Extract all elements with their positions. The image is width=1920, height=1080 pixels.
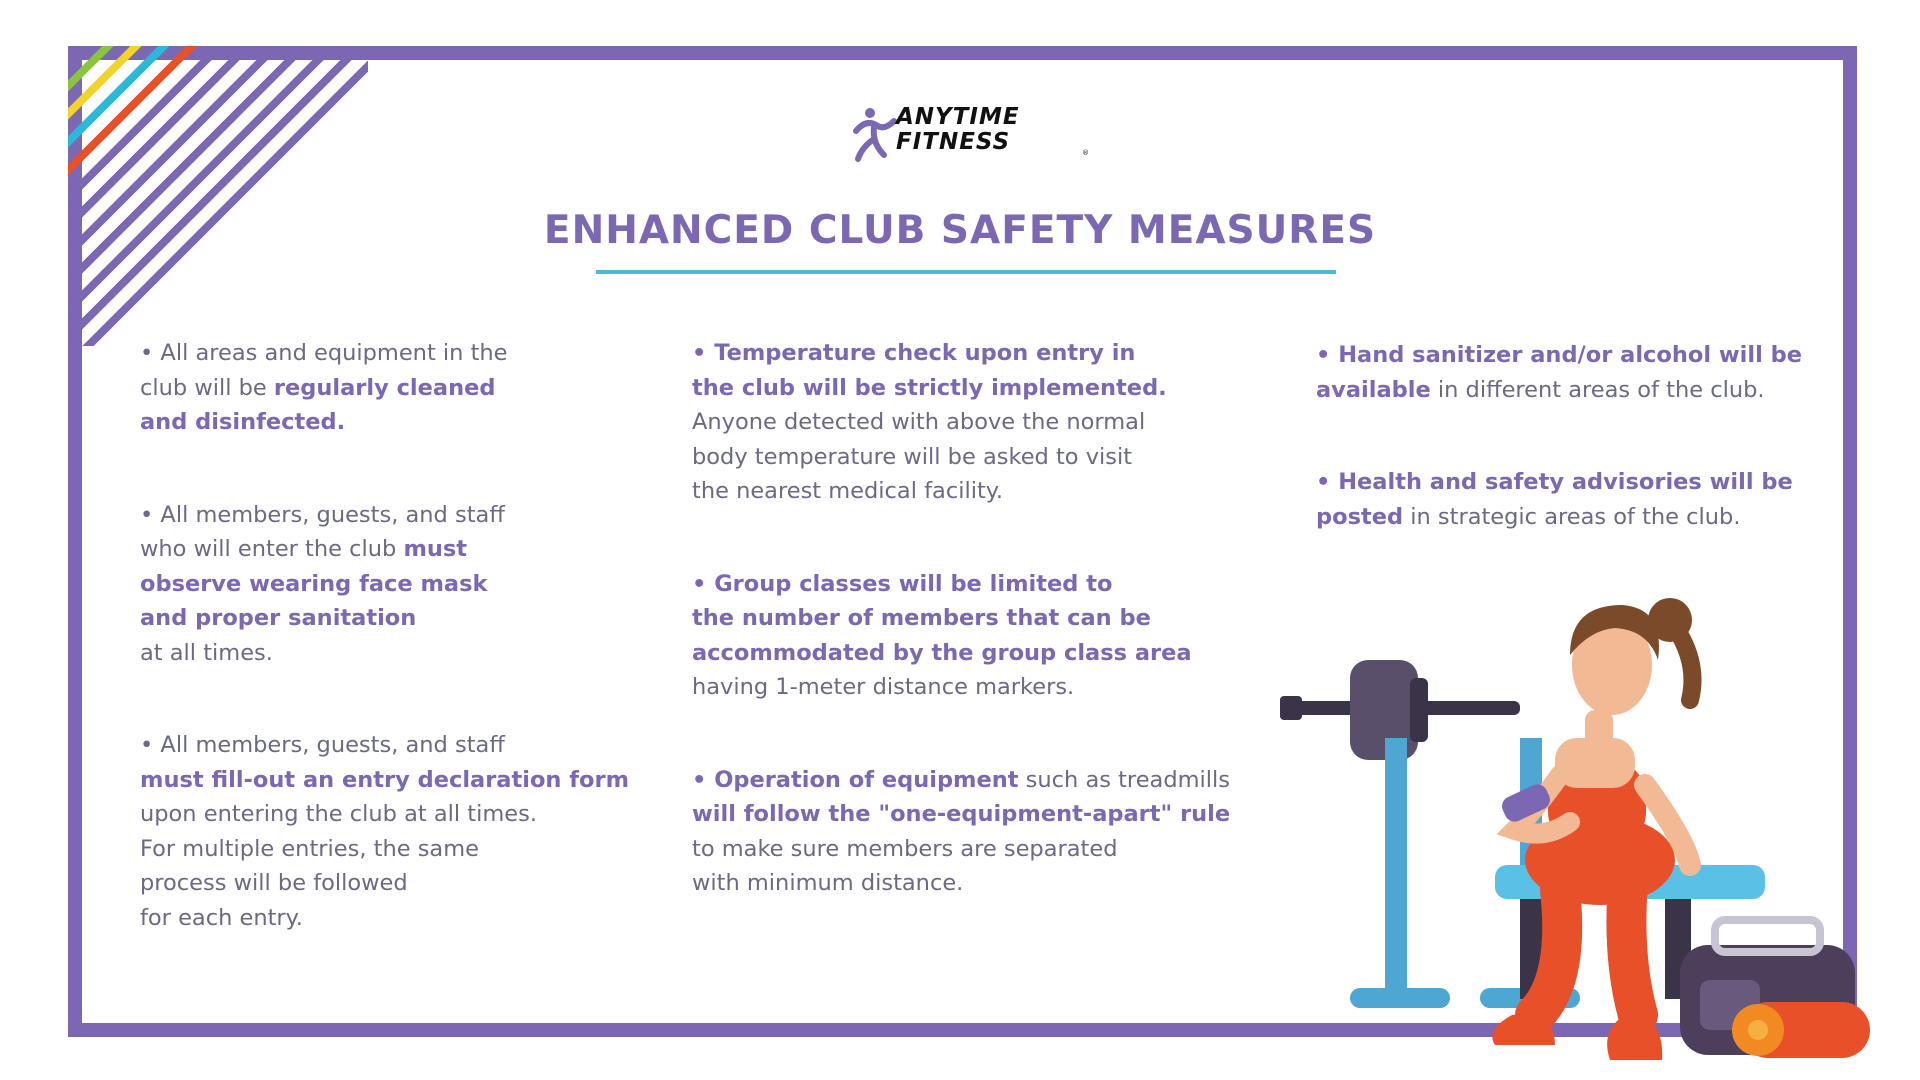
title-underline — [596, 270, 1336, 274]
bullet-text-bold: the club will be strictly implemented. — [692, 374, 1167, 401]
bullet-text: • All members, guests, and staff — [140, 732, 505, 758]
bullet-item — [140, 498, 660, 671]
column-1 — [140, 336, 660, 993]
bullet-text: the nearest medical facility. — [692, 478, 1004, 504]
bullet-text: having 1-meter distance markers. — [692, 674, 1075, 700]
bullet-item — [1316, 338, 1836, 407]
yoga-mat — [1732, 1002, 1870, 1058]
column-2 — [692, 336, 1272, 959]
bullet-text: • All members, guests, and staff — [140, 501, 505, 528]
bullet-text-bold: • Group classes will be limited to — [692, 570, 1113, 597]
bullet-item — [1316, 465, 1836, 534]
bullet-text-bold: will follow the "one-equipment-apart" rule — [692, 801, 1231, 827]
bullet-text: with minimum distance. — [692, 870, 964, 896]
bullet-text-bold: • Health and safety advisories will be — [1316, 469, 1793, 495]
running-man-icon — [850, 105, 900, 165]
bullet-text: upon entering the club at all times. — [140, 801, 537, 827]
logo-wordmark — [896, 105, 1020, 155]
bullet-item — [140, 336, 660, 440]
column-3 — [1316, 338, 1836, 592]
bullet-text-bold: • Temperature check upon entry in — [692, 340, 1136, 366]
bullet-item — [692, 763, 1272, 901]
bullet-text: • All areas and equipment in the — [140, 340, 508, 366]
bullet-text-bold: available — [1316, 376, 1431, 403]
bullet-text: Anyone detected with above the normal — [692, 409, 1146, 435]
corner-stripes-decoration — [68, 46, 368, 346]
bullet-item — [692, 336, 1272, 509]
bullet-text: process will be followed — [140, 870, 408, 896]
bullet-text: in strategic areas of the club. — [1403, 503, 1741, 530]
bullet-text-bold: • Hand sanitizer and/or alcohol will be — [1316, 342, 1802, 368]
page-title: ENHANCED CLUB SAFETY MEASURES — [543, 208, 1377, 253]
bullet-text: club will be — [140, 374, 274, 401]
bullet-text-bold: and proper sanitation — [140, 605, 417, 631]
bullet-text-bold: regularly cleaned — [273, 374, 496, 401]
logo-line-1: ANYTIME — [896, 104, 1020, 130]
bullet-text-bold: and disinfected. — [140, 409, 346, 435]
bullet-text: who will enter the club — [140, 536, 404, 562]
bullet-text: to make sure members are separated — [692, 835, 1118, 862]
bullet-text: body temperature will be asked to visit — [692, 443, 1133, 470]
bullet-text: For multiple entries, the same — [140, 835, 479, 862]
bullet-text: in different areas of the club. — [1430, 376, 1765, 403]
bullet-item — [692, 567, 1272, 705]
bullet-text-bold: must fill-out an entry declaration form — [140, 766, 630, 793]
bullet-text: at all times. — [140, 639, 273, 666]
bullet-text-bold: the number of members that can be — [692, 605, 1151, 631]
bullet-text-bold: posted — [1316, 503, 1404, 530]
bullet-text: such as treadmills — [1018, 766, 1230, 793]
woman-lifting-illustration — [1270, 560, 1890, 1080]
registered-mark: ® — [1082, 149, 1089, 157]
bullet-text-bold: must — [403, 536, 468, 562]
logo-line-2: FITNESS — [896, 129, 1011, 155]
bullet-text-bold: • Operation of equipment — [692, 766, 1019, 793]
bullet-text-bold: observe wearing face mask — [140, 570, 488, 597]
bullet-text-bold: accommodated by the group class area — [692, 639, 1192, 666]
anytime-fitness-logo — [850, 105, 1090, 167]
bullet-item — [140, 728, 660, 935]
bullet-text: for each entry. — [140, 904, 303, 931]
